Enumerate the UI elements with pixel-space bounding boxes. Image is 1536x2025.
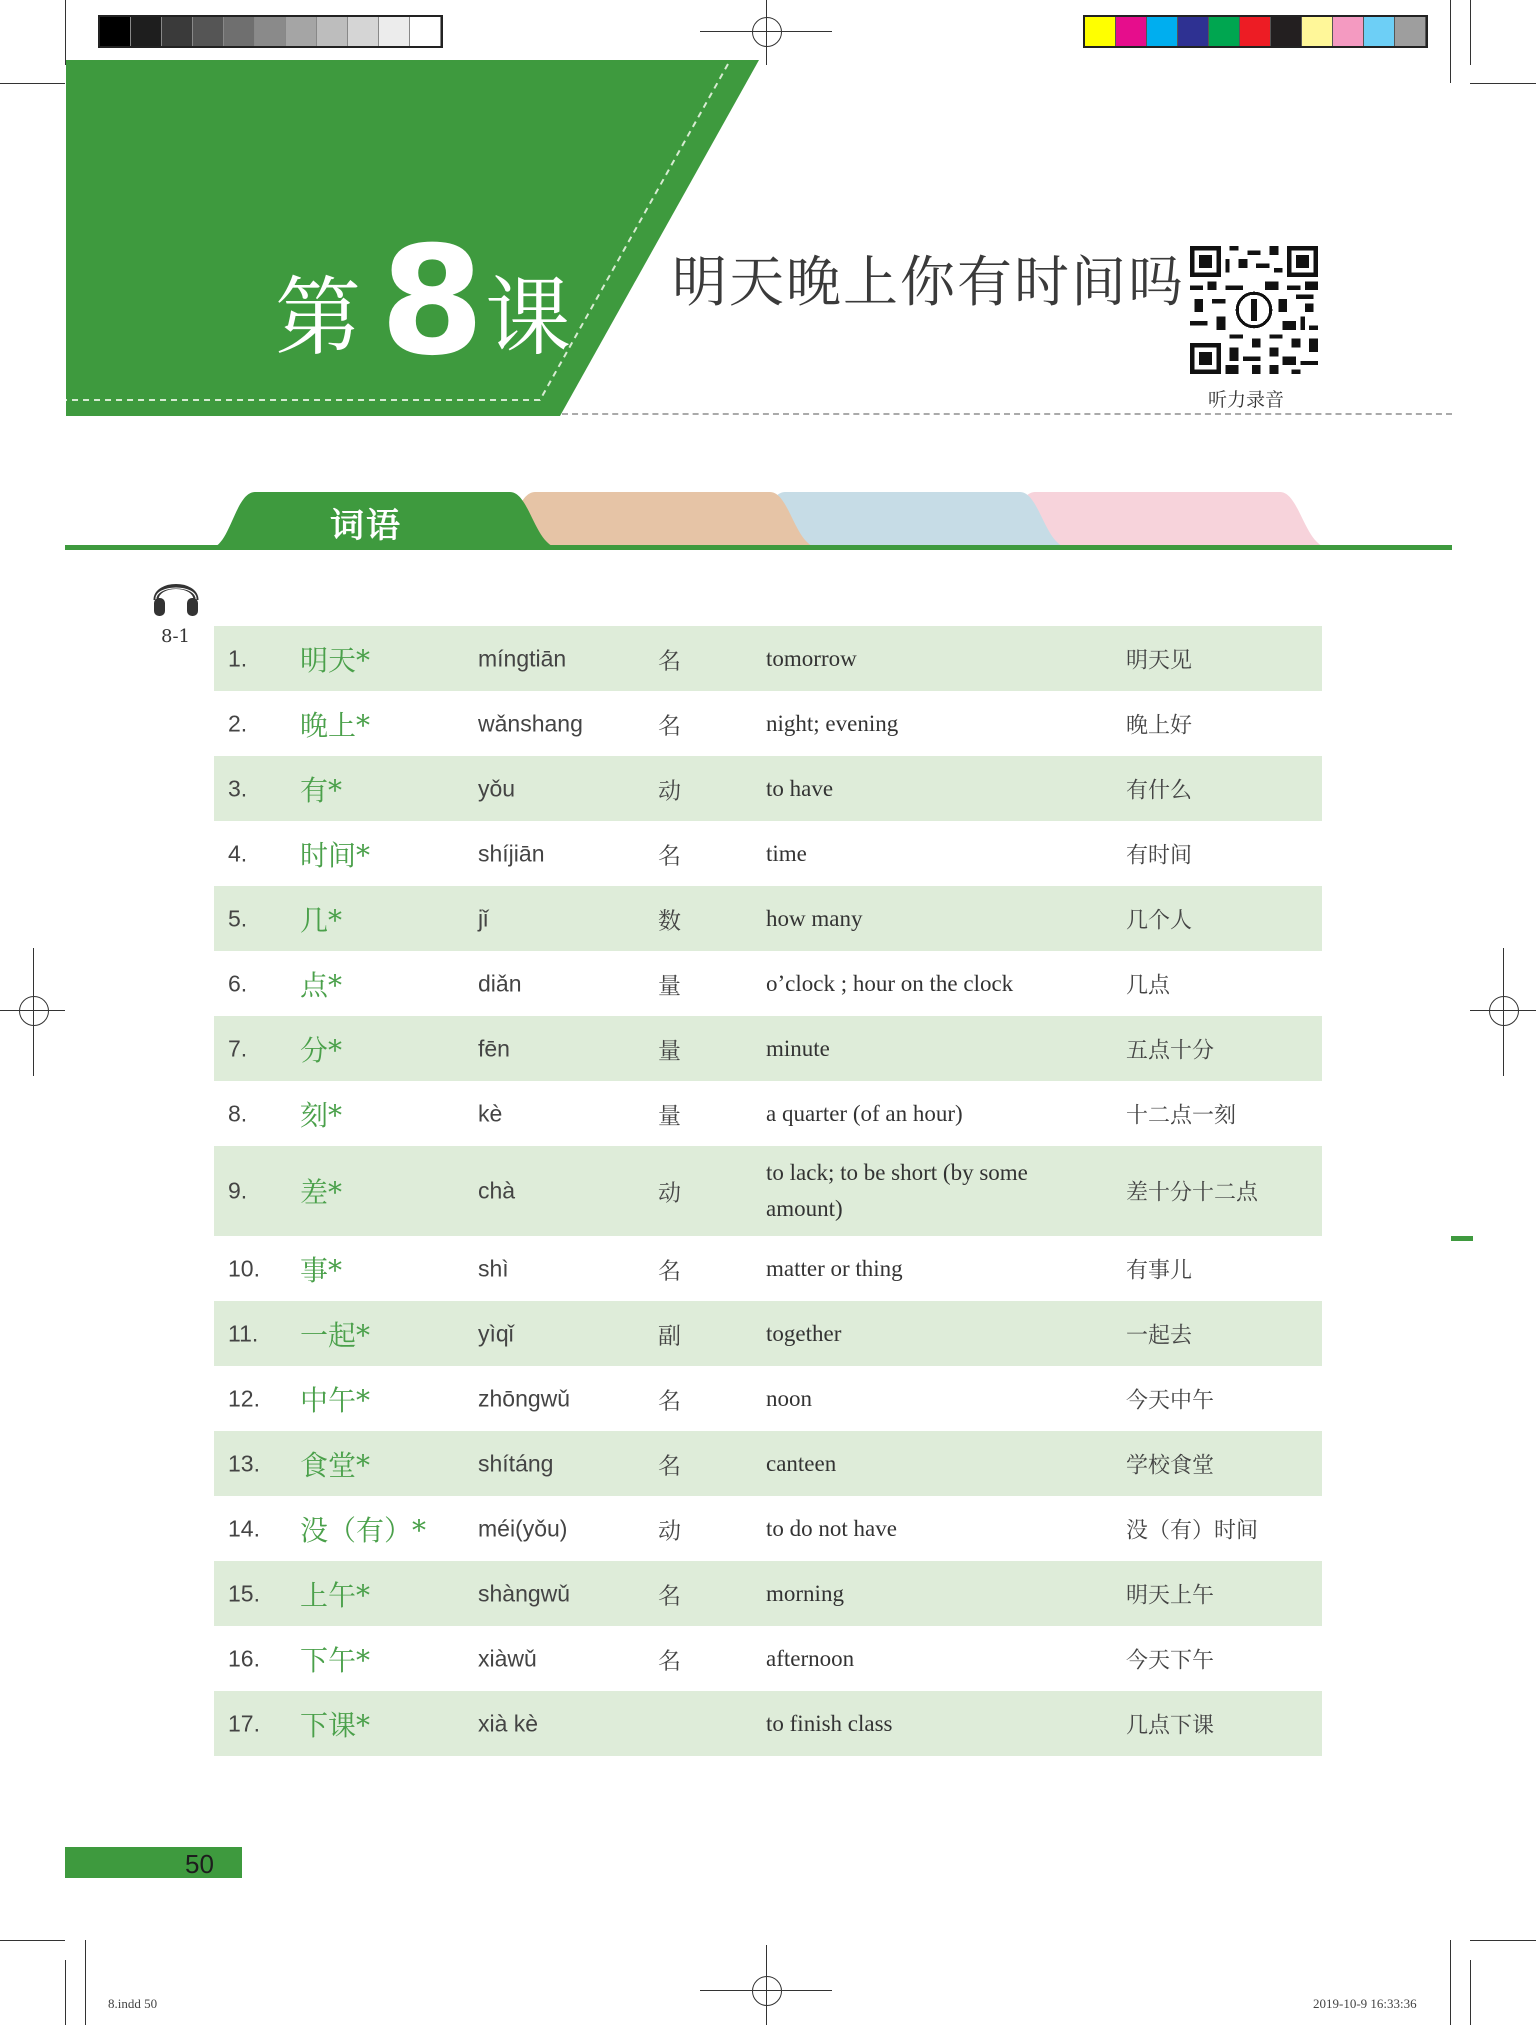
vocab-example: 几个人 <box>1126 908 1193 933</box>
vocab-row <box>214 886 1322 951</box>
vocab-pinyin: míngtiān <box>478 645 567 671</box>
qr-label: 听力录音 <box>1208 389 1285 411</box>
vocab-number: 8. <box>228 1100 248 1126</box>
vocab-word: 几* <box>300 903 343 937</box>
color-swatch <box>1116 17 1147 46</box>
vocab-definition: noon <box>766 1385 812 1411</box>
vocab-example: 明天上午 <box>1126 1583 1215 1608</box>
vocab-row <box>214 1561 1322 1626</box>
grayscale-swatch <box>348 17 379 46</box>
vocab-row <box>214 1691 1322 1756</box>
vocab-row <box>214 1236 1322 1301</box>
vocab-number: 11. <box>228 1320 259 1346</box>
section-title[interactable]: 词语 <box>330 506 402 546</box>
vocab-number: 4. <box>228 840 248 866</box>
vocab-example: 今天中午 <box>1126 1388 1215 1413</box>
vocab-example: 几点 <box>1126 973 1171 998</box>
grayscale-swatch <box>131 17 162 46</box>
vocab-definition: canteen <box>766 1450 837 1476</box>
vocab-pinyin: shíjiān <box>478 840 545 866</box>
vocab-row <box>214 626 1322 691</box>
vocab-pinyin: shítáng <box>478 1450 554 1476</box>
vocab-row <box>214 1081 1322 1146</box>
vocab-pinyin: yìqǐ <box>478 1320 514 1346</box>
vocab-number: 9. <box>228 1177 248 1204</box>
vocab-row <box>214 691 1322 756</box>
vocab-word: 明天* <box>300 643 371 677</box>
vocab-row <box>214 1301 1322 1366</box>
vocab-definition: minute <box>766 1035 830 1061</box>
vocab-row <box>214 1496 1322 1561</box>
page-number-bar <box>65 1847 242 1878</box>
vocab-example: 晚上好 <box>1126 713 1193 738</box>
vocab-part-of-speech: 名 <box>658 1648 681 1674</box>
grayscale-swatch <box>255 17 286 46</box>
vocab-part-of-speech: 名 <box>658 1258 681 1284</box>
vocab-definition: to do not have <box>766 1515 897 1541</box>
vocab-row <box>214 1146 1322 1236</box>
qr-code[interactable] <box>1190 246 1318 374</box>
section-tabs <box>60 490 1460 550</box>
color-swatch <box>1271 17 1302 46</box>
vocab-pinyin: shì <box>478 1255 509 1281</box>
grayscale-swatch <box>224 17 255 46</box>
vocab-number: 3. <box>228 775 248 801</box>
vocab-word: 事* <box>300 1253 343 1287</box>
vocab-row <box>214 1626 1322 1691</box>
vocab-row <box>214 756 1322 821</box>
vocab-number: 2. <box>228 710 248 736</box>
file-slug: 8.indd 50 <box>108 1996 158 2011</box>
vocab-definition: to finish class <box>766 1710 893 1736</box>
vocab-definition: together <box>766 1320 842 1346</box>
lesson-number: 8 <box>380 215 485 389</box>
vocab-example: 有时间 <box>1126 843 1193 868</box>
vocab-word: 点* <box>300 968 343 1002</box>
color-swatch <box>1302 17 1333 46</box>
print-timestamp: 2019-10-9 16:33:36 <box>1313 1996 1417 2011</box>
vocab-example: 差十分十二点 <box>1126 1180 1259 1206</box>
vocab-example: 几点下课 <box>1126 1713 1215 1738</box>
vocab-word: 晚上* <box>300 708 371 742</box>
vocab-number: 14. <box>228 1515 260 1541</box>
vocab-word: 没（有）* <box>300 1513 427 1547</box>
vocab-pinyin: kè <box>478 1100 503 1126</box>
vocab-definition: tomorrow <box>766 645 857 671</box>
vocab-example: 有事儿 <box>1126 1258 1193 1283</box>
vocab-number: 16. <box>228 1645 260 1671</box>
color-swatch <box>1085 17 1116 46</box>
vocab-pinyin: xià kè <box>478 1710 539 1736</box>
vocab-word: 下课* <box>300 1708 371 1742</box>
vocab-word: 时间* <box>300 838 371 872</box>
vocab-word: 差* <box>300 1176 343 1209</box>
color-swatch <box>1240 17 1271 46</box>
vocab-part-of-speech: 名 <box>658 843 681 869</box>
vocab-example: 有什么 <box>1126 778 1193 803</box>
vocab-definition: morning <box>766 1580 844 1606</box>
vocab-number: 7. <box>228 1035 248 1061</box>
vocab-example: 五点十分 <box>1126 1038 1215 1063</box>
header-divider <box>562 413 1452 415</box>
vocab-part-of-speech: 名 <box>658 1388 681 1414</box>
vocab-part-of-speech: 副 <box>658 1323 681 1349</box>
vocab-part-of-speech: 名 <box>658 713 681 739</box>
vocab-word: 下午* <box>300 1643 371 1677</box>
color-bar <box>1083 15 1428 48</box>
vocab-definition: how many <box>766 905 863 931</box>
vocab-example: 今天下午 <box>1126 1648 1215 1673</box>
vocab-definition: to have <box>766 775 834 801</box>
color-swatch <box>1395 17 1426 46</box>
vocab-part-of-speech: 动 <box>658 1518 681 1544</box>
vocab-row <box>214 1366 1322 1431</box>
vocab-definition: matter or thing <box>766 1255 903 1281</box>
vocab-part-of-speech: 名 <box>658 648 681 674</box>
color-swatch <box>1147 17 1178 46</box>
vocab-example: 十二点一刻 <box>1126 1103 1237 1128</box>
vocab-definition: night; evening <box>766 710 899 736</box>
vocab-table <box>214 626 1322 1756</box>
headphones-icon[interactable] <box>150 568 202 620</box>
vocab-pinyin: xiàwǔ <box>478 1645 537 1671</box>
vocab-pinyin: yǒu <box>478 775 516 801</box>
vocab-pinyin: wǎnshang <box>478 710 583 736</box>
vocab-pinyin: diǎn <box>478 970 522 996</box>
side-tick <box>1451 1236 1473 1241</box>
vocab-example: 没（有）时间 <box>1126 1518 1259 1543</box>
grayscale-swatch <box>162 17 193 46</box>
vocab-row <box>214 951 1322 1016</box>
vocab-word: 食堂* <box>300 1448 371 1482</box>
vocab-number: 17. <box>228 1710 260 1736</box>
vocab-part-of-speech: 动 <box>658 1180 681 1207</box>
color-swatch <box>1209 17 1240 46</box>
vocab-part-of-speech: 数 <box>658 908 681 934</box>
vocab-number: 6. <box>228 970 248 996</box>
grayscale-swatch <box>410 17 441 46</box>
page-number: 50 <box>185 1849 214 1879</box>
color-swatch <box>1333 17 1364 46</box>
vocab-definition: time <box>766 840 807 866</box>
grayscale-bar <box>98 15 443 48</box>
vocab-pinyin: chà <box>478 1177 516 1204</box>
vocab-word: 分* <box>300 1033 343 1067</box>
vocab-part-of-speech: 名 <box>658 1583 681 1609</box>
audio-track-label: 8-1 <box>161 626 190 647</box>
vocab-definition: a quarter (of an hour) <box>766 1100 963 1126</box>
vocab-pinyin: méi(yǒu) <box>478 1515 568 1541</box>
grayscale-swatch <box>193 17 224 46</box>
vocab-part-of-speech: 量 <box>658 973 681 999</box>
vocab-part-of-speech: 名 <box>658 1453 681 1479</box>
vocab-definition: o’clock ; hour on the clock <box>766 970 1014 996</box>
color-swatch <box>1364 17 1395 46</box>
vocab-number: 5. <box>228 905 248 931</box>
vocab-number: 15. <box>228 1580 260 1606</box>
vocab-number: 10. <box>228 1255 260 1281</box>
lesson-title: 明天晚上你有时间吗 <box>672 250 1186 314</box>
vocab-example: 明天见 <box>1126 648 1193 673</box>
vocab-row <box>214 821 1322 886</box>
vocab-word: 有* <box>300 773 343 807</box>
vocab-word: 一起* <box>300 1318 371 1352</box>
vocab-pinyin: shàngwǔ <box>478 1580 571 1606</box>
grayscale-swatch <box>286 17 317 46</box>
vocab-definition: afternoon <box>766 1645 855 1671</box>
vocab-word: 上午* <box>300 1578 371 1612</box>
vocab-example: 一起去 <box>1126 1323 1193 1348</box>
vocab-part-of-speech: 动 <box>658 778 681 804</box>
vocab-pinyin: zhōngwǔ <box>478 1385 571 1411</box>
vocab-definition: to lack; to be short (by some amount) <box>766 1160 1028 1221</box>
color-swatch <box>1178 17 1209 46</box>
vocab-word: 刻* <box>300 1098 343 1132</box>
vocab-number: 12. <box>228 1385 260 1411</box>
vocab-number: 13. <box>228 1450 260 1476</box>
grayscale-swatch <box>317 17 348 46</box>
vocab-example: 学校食堂 <box>1126 1453 1215 1478</box>
vocab-pinyin: fēn <box>478 1035 510 1061</box>
vocab-part-of-speech: 量 <box>658 1038 681 1064</box>
vocab-row <box>214 1431 1322 1496</box>
lesson-suffix: 课 <box>485 268 571 368</box>
vocab-word: 中午* <box>300 1383 371 1417</box>
vocab-part-of-speech: 量 <box>658 1103 681 1129</box>
grayscale-swatch <box>379 17 410 46</box>
lesson-prefix: 第 <box>275 268 361 368</box>
vocab-pinyin: jǐ <box>478 905 489 931</box>
vocab-row <box>214 1016 1322 1081</box>
vocab-number: 1. <box>228 645 248 671</box>
grayscale-swatch <box>100 17 131 46</box>
